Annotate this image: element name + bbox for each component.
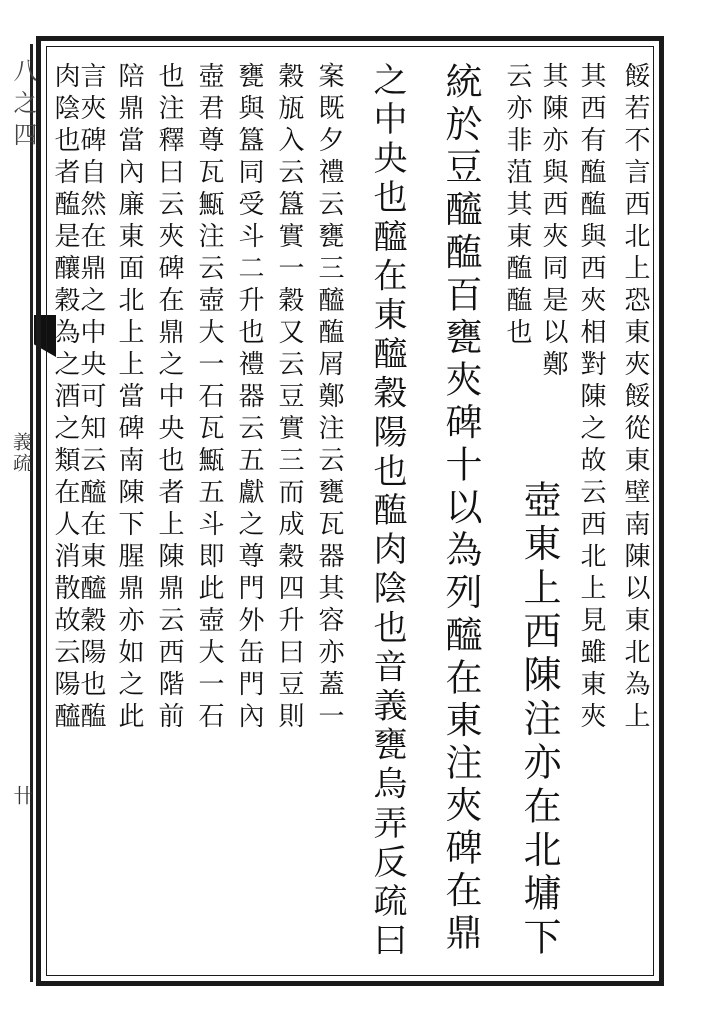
margin-page-number: 卄 xyxy=(10,785,34,807)
text-column-12: 也注釋曰云夾碑在鼎之中央也者上陳鼎云西階前 xyxy=(154,62,184,734)
text-column-7: 之中央也醯在東醯穀陽也醢肉陰也音義甕烏弄反疏曰 xyxy=(367,62,407,962)
text-column-4: 云亦非菹其東醢醢也 xyxy=(502,62,532,350)
text-column-13: 陪鼎當內廉東面北上上當碑南陳下腥鼎亦如之此 xyxy=(114,62,144,734)
text-column-15: 肉陰也者醢是釀穀為之酒之類在人消散故云陽醯 xyxy=(50,62,80,734)
text-column-14: 言夾碑自然在鼎之中央可知云醯在東醯穀陽也醢 xyxy=(76,62,106,734)
fold-margin xyxy=(0,44,34,982)
text-column-5: 壺東上西陳注亦在北墉下 xyxy=(517,480,561,961)
margin-title: 義疏 xyxy=(10,432,32,474)
text-column-2: 其西有醢醢與西夾相對陳之故云西北上見雖東夾 xyxy=(576,62,606,734)
text-column-6: 統於豆醯醢百甕夾碑十以為列醯在東注夾碑在鼎 xyxy=(439,62,482,956)
text-column-8: 案既夕禮云甕三醯醢屑鄭注云甕瓦器其容亦蓋一 xyxy=(314,62,344,734)
text-column-10: 甕與簋同受斗二升也禮器云五獻之尊門外缶門內 xyxy=(234,62,264,734)
margin-top-label: 八之四 xyxy=(9,58,37,154)
text-column-3: 其陳亦與西夾同是以鄭 xyxy=(538,62,568,382)
fold-rule xyxy=(30,44,33,982)
text-column-11: 壺君尊瓦甒注云壺大一石瓦甒五斗即此壺大一石 xyxy=(194,62,224,734)
text-column-1: 餒若不言西北上恐東夾餒從東壁南陳以東北為上 xyxy=(620,62,650,734)
text-column-9: 穀瓬入云簋實一穀又云豆實三而成穀四升曰豆則 xyxy=(274,62,304,734)
